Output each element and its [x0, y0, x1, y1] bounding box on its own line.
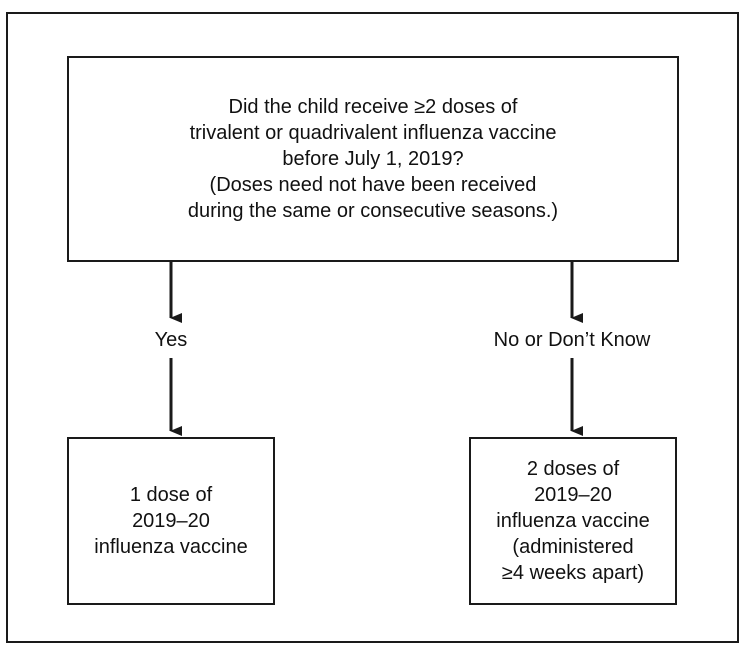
outcome-line: 2019–20: [132, 510, 210, 532]
yes-branch-label: Yes: [154, 329, 188, 351]
question-line: Did the child receive ≥2 doses of: [228, 96, 518, 118]
outcome-line: (administered: [512, 536, 634, 558]
outcome-line: influenza vaccine: [496, 510, 650, 532]
question-box: [67, 56, 679, 262]
two-doses-outcome-box: [469, 437, 677, 605]
question-line: before July 1, 2019?: [282, 148, 464, 170]
outcome-line: 2019–20: [534, 484, 612, 506]
question-note-line: during the same or consecutive seasons.): [187, 200, 559, 222]
question-line: trivalent or quadrivalent influenza vaccine: [189, 122, 557, 144]
outcome-line: influenza vaccine: [94, 536, 248, 558]
one-dose-outcome-box: [67, 437, 275, 605]
outcome-line: 1 dose of: [129, 484, 213, 506]
outcome-line: ≥4 weeks apart): [501, 562, 645, 584]
question-note-line: (Doses need not have been received: [209, 174, 537, 196]
outcome-line: 2 doses of: [526, 458, 620, 480]
no-branch-label: No or Don’t Know: [493, 329, 651, 351]
